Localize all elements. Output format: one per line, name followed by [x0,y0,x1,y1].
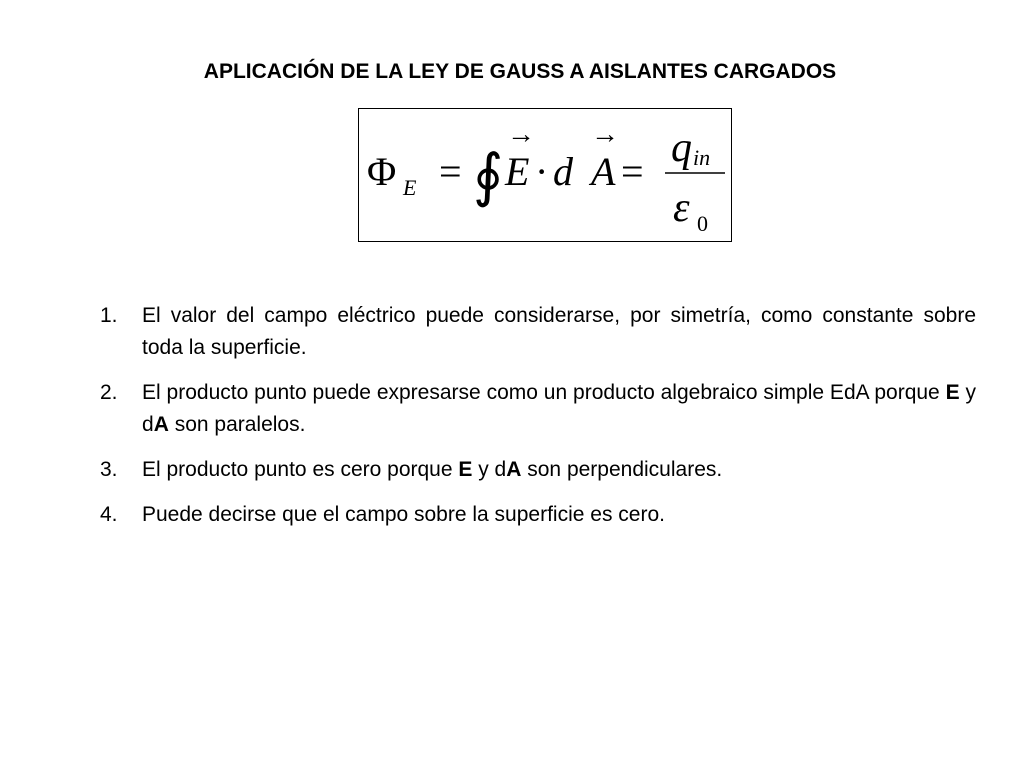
flux-symbol: Φ [367,149,397,194]
field-vector-arrow: → [507,119,535,150]
field-symbol: E [505,149,530,194]
list-item-number: 1. [100,304,118,327]
charge-symbol: q [671,125,692,171]
list-item [100,454,976,486]
conditions-list [100,300,976,544]
list-item [100,300,976,364]
differential-symbol: d [553,149,573,194]
area-symbol: A [591,149,616,194]
list-item-number: 3. [100,458,118,481]
list-item-text: Puede decirse que el campo sobre la superficie es cero. [142,503,665,526]
list-item-text: El producto punto puede expresarse como un producto algebraico simple EdA porque E y dA son paralelos. [142,381,976,436]
list-item [100,499,976,531]
dot-operator: · [535,149,549,194]
list-item-number: 4. [100,503,118,526]
equals-sign-1: = [439,149,462,194]
list-item [100,377,976,441]
list-item-number: 2. [100,381,118,404]
equals-sign-2: = [621,149,644,194]
area-vector-arrow: → [591,119,619,150]
list-item-text: El valor del campo eléctrico puede considerarse, por simetría, como constante sobre toda la superficie. [142,304,976,359]
list-item-text: El producto punto es cero porque E y dA son perpendiculares. [142,458,723,481]
charge-subscript: in [693,145,711,170]
gauss-law-formula [359,109,733,243]
flux-subscript: E [403,175,417,200]
slide-title: APLICACIÓN DE LA LEY DE GAUSS A AISLANTES CARGADOS [203,60,837,83]
gauss-law-formula-box [358,108,732,242]
closed-integral-symbol: ∮ [473,143,504,208]
permittivity-symbol: ε [673,185,690,231]
permittivity-subscript: 0 [697,211,708,236]
